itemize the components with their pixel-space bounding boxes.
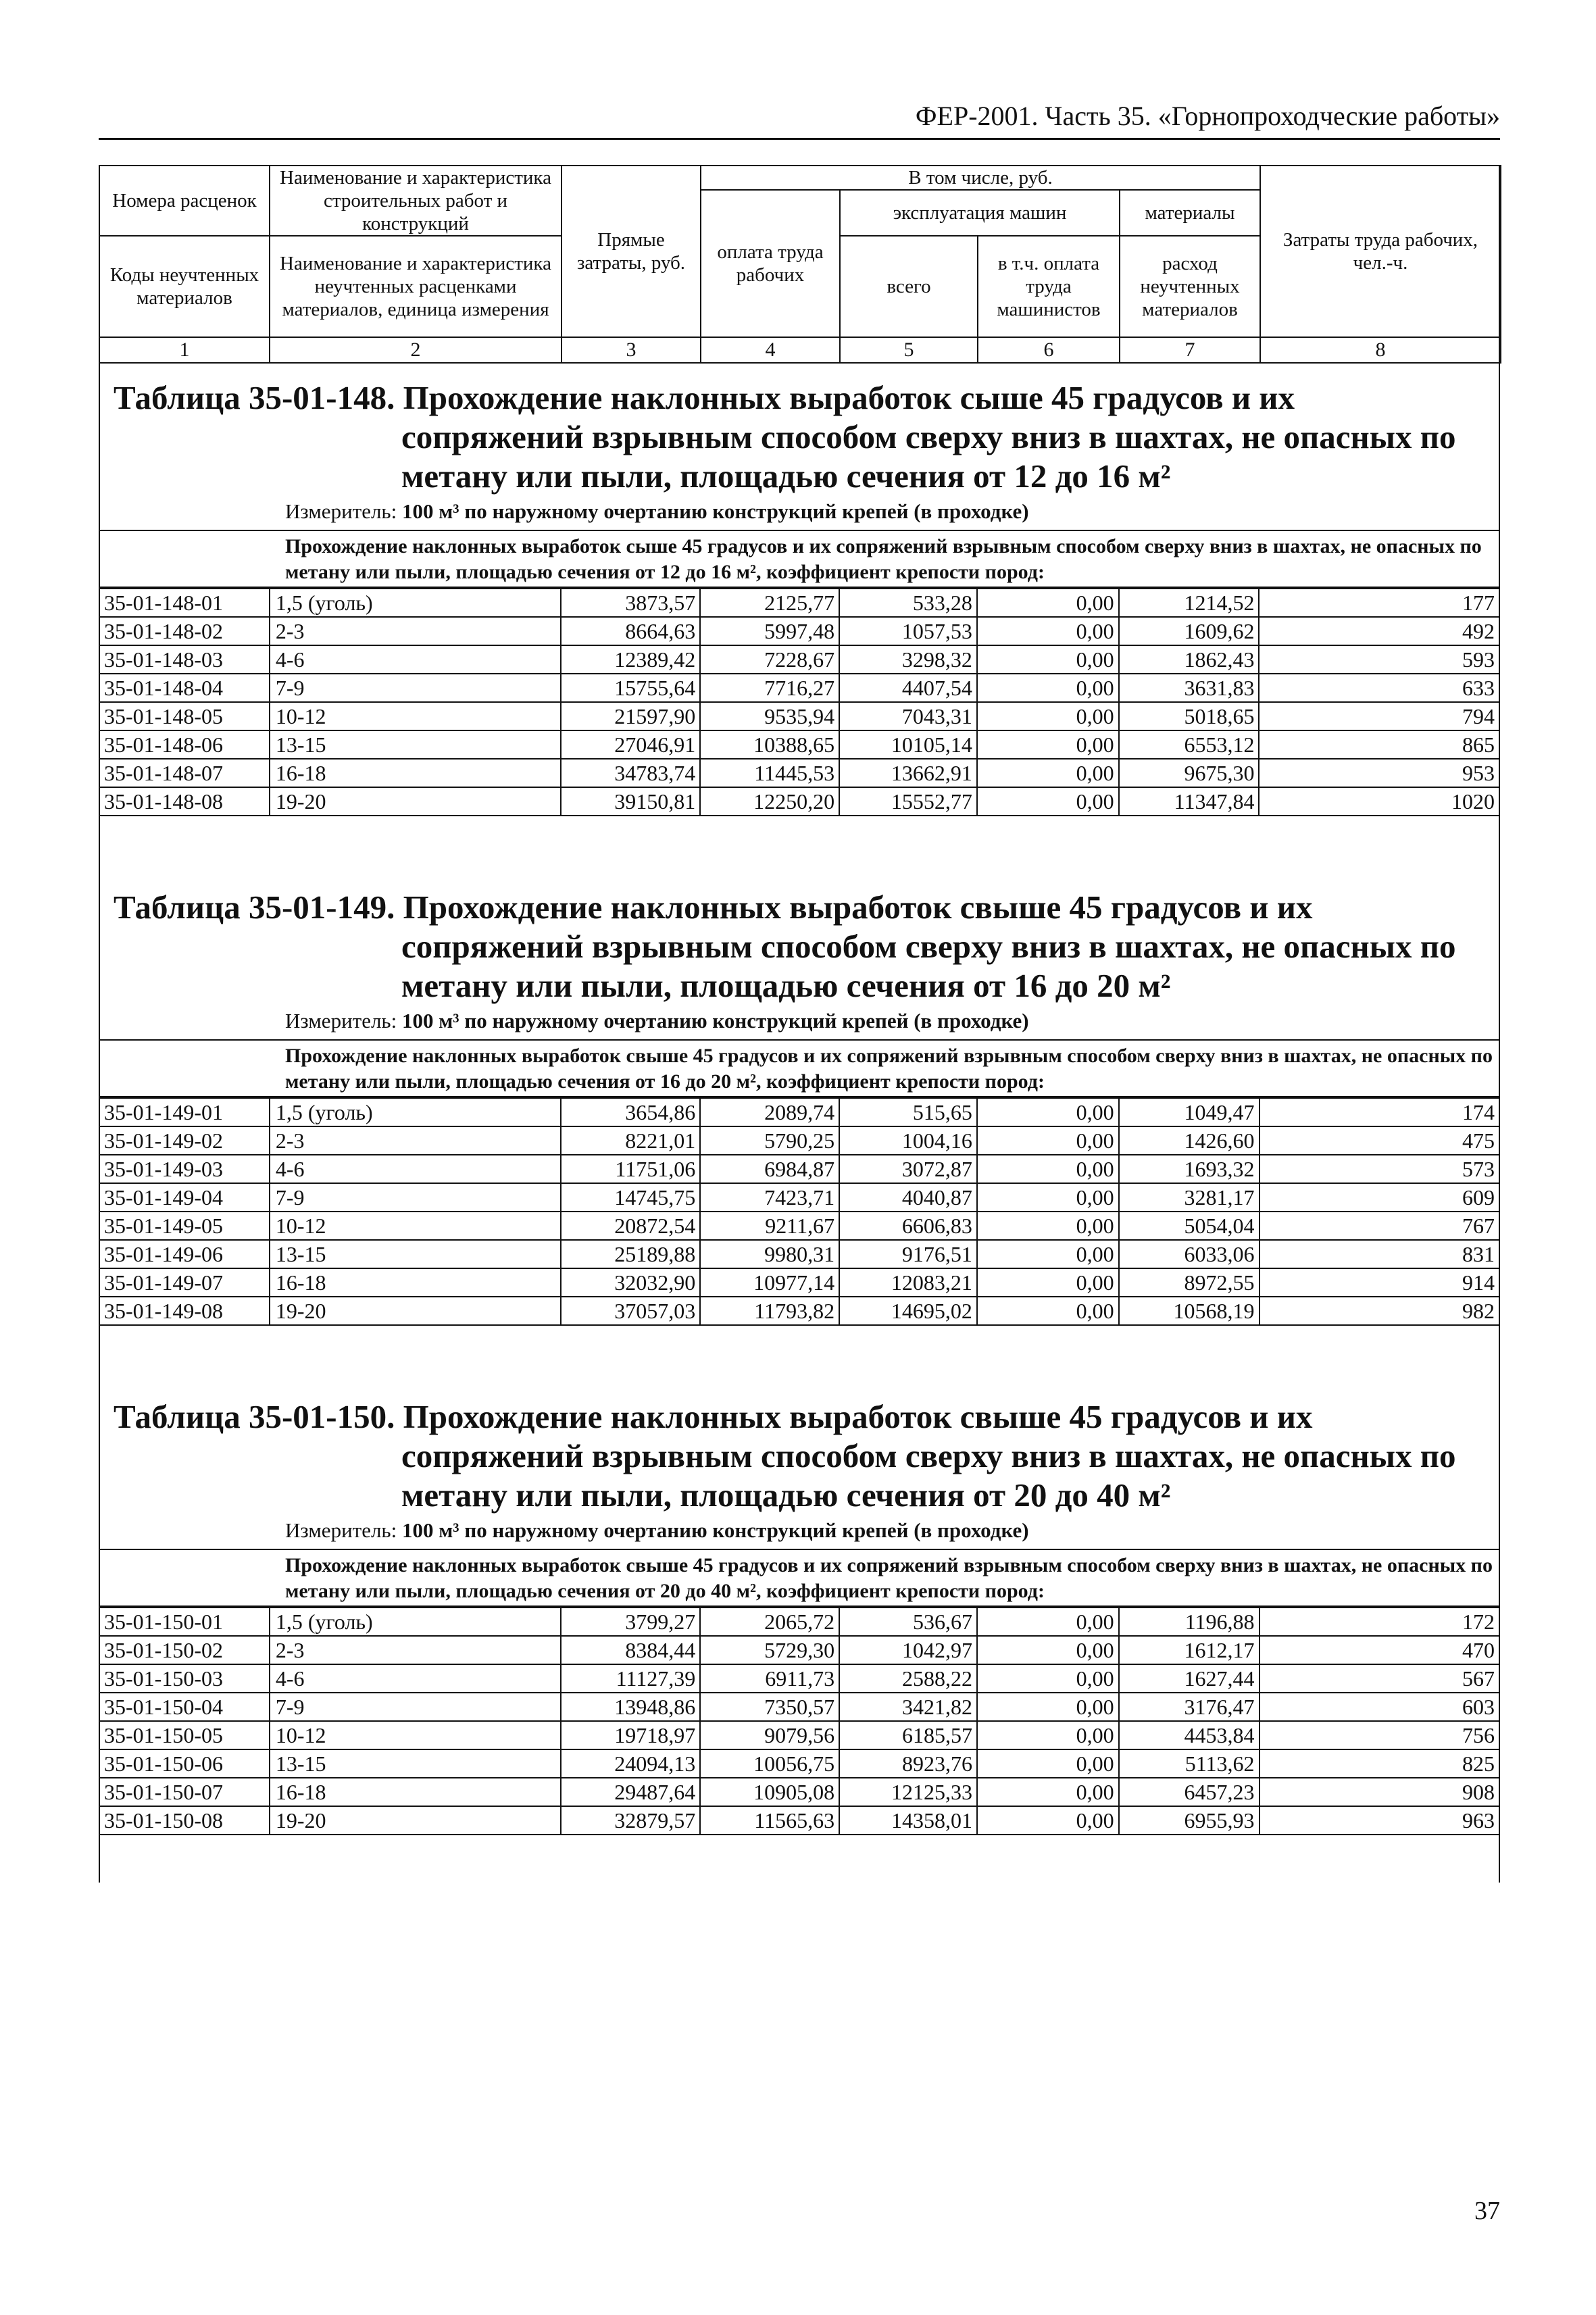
- labor-cost-cell: 756: [1260, 1721, 1500, 1749]
- rate-code-cell: 35-01-148-03: [99, 645, 270, 674]
- rock-hardness-cell: 16-18: [270, 759, 561, 787]
- labor-cost-cell: 593: [1259, 645, 1499, 674]
- header-materials: материалы: [1120, 190, 1260, 236]
- materials-cell: 3631,83: [1119, 674, 1260, 702]
- table-row: [99, 645, 1499, 674]
- machines-total-cell: 8923,76: [839, 1749, 977, 1778]
- labor-pay-cell: 11793,82: [700, 1297, 839, 1325]
- machines-total-cell: 9176,51: [839, 1240, 977, 1268]
- table-row: [99, 787, 1499, 816]
- machines-total-cell: 7043,31: [839, 702, 977, 730]
- materials-cell: 1627,44: [1119, 1664, 1260, 1693]
- rate-code-cell: 35-01-148-02: [99, 617, 270, 645]
- direct-costs-cell: 14745,75: [561, 1183, 700, 1212]
- header-machines-total: всего: [840, 236, 978, 337]
- labor-pay-cell: 2125,77: [700, 589, 839, 617]
- rate-code-cell: 35-01-149-08: [99, 1297, 270, 1325]
- machines-total-cell: 10105,14: [839, 730, 977, 759]
- measure-line: [285, 1008, 1500, 1034]
- rate-code-cell: 35-01-150-02: [99, 1636, 270, 1664]
- rates-table: [99, 588, 1500, 816]
- table-row: [99, 589, 1499, 617]
- labor-pay-cell: 10905,08: [700, 1778, 839, 1806]
- table-title: [114, 378, 1500, 496]
- rock-hardness-cell: 2-3: [270, 1636, 561, 1664]
- machines-labor-cell: 0,00: [977, 1126, 1119, 1155]
- labor-pay-cell: 5997,48: [700, 617, 839, 645]
- rate-code-cell: 35-01-149-07: [99, 1268, 270, 1297]
- table-row: [99, 1749, 1499, 1778]
- direct-costs-cell: 3799,27: [561, 1608, 700, 1636]
- machines-total-cell: 3298,32: [839, 645, 977, 674]
- machines-labor-cell: 0,00: [977, 1268, 1119, 1297]
- labor-pay-cell: 6911,73: [700, 1664, 839, 1693]
- machines-labor-cell: 0,00: [977, 645, 1119, 674]
- labor-cost-cell: 633: [1259, 674, 1499, 702]
- direct-costs-cell: 8664,63: [561, 617, 700, 645]
- labor-pay-cell: 7228,67: [700, 645, 839, 674]
- machines-labor-cell: 0,00: [977, 1778, 1119, 1806]
- labor-cost-cell: 794: [1259, 702, 1499, 730]
- header-machines-labor: в т.ч. оплата труда машинистов: [978, 236, 1120, 337]
- machines-total-cell: 4407,54: [839, 674, 977, 702]
- rock-hardness-cell: 4-6: [270, 1664, 561, 1693]
- header-machines: эксплуатация машин: [840, 190, 1120, 236]
- direct-costs-cell: 11127,39: [561, 1664, 700, 1693]
- machines-total-cell: 515,65: [839, 1098, 977, 1126]
- table-row: [99, 1721, 1499, 1749]
- table-row: [99, 1297, 1499, 1325]
- labor-pay-cell: 9535,94: [700, 702, 839, 730]
- materials-cell: 8972,55: [1119, 1268, 1260, 1297]
- table-row: [99, 1806, 1499, 1835]
- materials-cell: 11347,84: [1119, 787, 1260, 816]
- group-description: Прохождение наклонных выработок свыше 45 градусов и их сопряжений взрывным способом сверху вниз в шахтах, не опасных по метану или пыли, площадью сечения от 16 до 20 м², коэффициент крепости пород:: [99, 1039, 1500, 1097]
- materials-cell: 1612,17: [1119, 1636, 1260, 1664]
- header-unaccounted-codes: Коды неучтенных материалов: [99, 236, 270, 337]
- table-row: [99, 702, 1499, 730]
- materials-cell: 5054,04: [1119, 1212, 1260, 1240]
- table-title-line: метану или пыли, площадью сечения от 12 до 16 м²: [401, 457, 1171, 495]
- direct-costs-cell: 34783,74: [561, 759, 700, 787]
- table-title-line: сопряжений взрывным способом сверху вниз в шахтах, не опасных по: [401, 418, 1456, 455]
- labor-cost-cell: 603: [1260, 1693, 1500, 1721]
- machines-labor-cell: 0,00: [977, 1806, 1119, 1835]
- labor-pay-cell: 7423,71: [700, 1183, 839, 1212]
- measure-value: 100 м³ по наружному очертанию конструкций крепей (в проходке): [401, 1009, 1029, 1032]
- table-row: [99, 1183, 1499, 1212]
- header-labor-pay: оплата труда рабочих: [701, 190, 840, 337]
- rock-hardness-cell: 4-6: [270, 1155, 561, 1183]
- labor-cost-cell: 865: [1259, 730, 1499, 759]
- rate-code-cell: 35-01-148-04: [99, 674, 270, 702]
- rates-table: [99, 1607, 1500, 1835]
- measure-line: [285, 499, 1500, 524]
- materials-cell: 10568,19: [1119, 1297, 1260, 1325]
- column-number: 5: [840, 337, 978, 363]
- direct-costs-cell: 20872,54: [561, 1212, 700, 1240]
- labor-cost-cell: 1020: [1259, 787, 1499, 816]
- machines-labor-cell: 0,00: [977, 1183, 1119, 1212]
- machines-total-cell: 1042,97: [839, 1636, 977, 1664]
- machines-total-cell: 15552,77: [839, 787, 977, 816]
- labor-cost-cell: 908: [1260, 1778, 1500, 1806]
- direct-costs-cell: 25189,88: [561, 1240, 700, 1268]
- rate-code-cell: 35-01-148-07: [99, 759, 270, 787]
- materials-cell: 3281,17: [1119, 1183, 1260, 1212]
- labor-cost-cell: 831: [1260, 1240, 1499, 1268]
- rate-code-cell: 35-01-149-04: [99, 1183, 270, 1212]
- table-row: [99, 1098, 1499, 1126]
- rock-hardness-cell: 19-20: [270, 787, 561, 816]
- header-direct-costs: Прямые затраты, руб.: [562, 166, 701, 337]
- table-row: [99, 617, 1499, 645]
- table-row: [99, 1240, 1499, 1268]
- rate-code-cell: 35-01-148-08: [99, 787, 270, 816]
- labor-cost-cell: 573: [1260, 1155, 1499, 1183]
- labor-pay-cell: 7350,57: [700, 1693, 839, 1721]
- rock-hardness-cell: 13-15: [270, 730, 561, 759]
- rock-hardness-cell: 16-18: [270, 1268, 561, 1297]
- direct-costs-cell: 19718,97: [561, 1721, 700, 1749]
- rock-hardness-cell: 19-20: [270, 1806, 561, 1835]
- direct-costs-cell: 32879,57: [561, 1806, 700, 1835]
- machines-labor-cell: 0,00: [977, 1721, 1119, 1749]
- table-block: [99, 1397, 1500, 1835]
- machines-total-cell: 13662,91: [839, 759, 977, 787]
- measure-label: Измеритель:: [285, 1009, 397, 1032]
- machines-labor-cell: 0,00: [977, 1155, 1119, 1183]
- direct-costs-cell: 8221,01: [561, 1126, 700, 1155]
- direct-costs-cell: 32032,90: [561, 1268, 700, 1297]
- labor-cost-cell: 567: [1260, 1664, 1500, 1693]
- rock-hardness-cell: 16-18: [270, 1778, 561, 1806]
- rate-code-cell: 35-01-149-02: [99, 1126, 270, 1155]
- measure-value: 100 м³ по наружному очертанию конструкций крепей (в проходке): [401, 1518, 1029, 1542]
- column-number: 2: [270, 337, 562, 363]
- table-title-line: метану или пыли, площадью сечения от 16 до 20 м²: [401, 967, 1171, 1004]
- machines-total-cell: 12125,33: [839, 1778, 977, 1806]
- table-title-line: метану или пыли, площадью сечения от 20 до 40 м²: [401, 1476, 1171, 1514]
- machines-total-cell: 6185,57: [839, 1721, 977, 1749]
- measure-label: Измеритель:: [285, 1518, 397, 1542]
- materials-cell: 1426,60: [1119, 1126, 1260, 1155]
- labor-cost-cell: 825: [1260, 1749, 1500, 1778]
- labor-cost-cell: 177: [1259, 589, 1499, 617]
- measure-value: 100 м³ по наружному очертанию конструкций крепей (в проходке): [401, 499, 1029, 523]
- machines-labor-cell: 0,00: [977, 1693, 1119, 1721]
- table-title: [114, 888, 1500, 1005]
- machines-total-cell: 14695,02: [839, 1297, 977, 1325]
- labor-cost-cell: 492: [1259, 617, 1499, 645]
- machines-labor-cell: 0,00: [977, 730, 1119, 759]
- labor-pay-cell: 9079,56: [700, 1721, 839, 1749]
- table-row: [99, 1155, 1499, 1183]
- materials-cell: 5113,62: [1119, 1749, 1260, 1778]
- rate-code-cell: 35-01-150-07: [99, 1778, 270, 1806]
- table-row: [99, 730, 1499, 759]
- table-row: [99, 1608, 1499, 1636]
- rate-code-cell: 35-01-148-06: [99, 730, 270, 759]
- rock-hardness-cell: 13-15: [270, 1240, 561, 1268]
- machines-total-cell: 533,28: [839, 589, 977, 617]
- direct-costs-cell: 27046,91: [561, 730, 700, 759]
- labor-cost-cell: 470: [1260, 1636, 1500, 1664]
- rock-hardness-cell: 10-12: [270, 1212, 561, 1240]
- machines-total-cell: 1004,16: [839, 1126, 977, 1155]
- labor-pay-cell: 9211,67: [700, 1212, 839, 1240]
- table-row: [99, 674, 1499, 702]
- machines-labor-cell: 0,00: [977, 702, 1119, 730]
- labor-pay-cell: 10056,75: [700, 1749, 839, 1778]
- rock-hardness-cell: 10-12: [270, 1721, 561, 1749]
- header-rate-numbers: Номера расценок: [99, 166, 270, 236]
- rate-code-cell: 35-01-149-03: [99, 1155, 270, 1183]
- materials-cell: 1862,43: [1119, 645, 1260, 674]
- materials-cell: 6033,06: [1119, 1240, 1260, 1268]
- group-description: Прохождение наклонных выработок сыше 45 градусов и их сопряжений взрывным способом сверху вниз в шахтах, не опасных по метану или пыли, площадью сечения от 12 до 16 м², коэффициент крепости пород:: [99, 530, 1500, 588]
- direct-costs-cell: 11751,06: [561, 1155, 700, 1183]
- header-materials-consumption: расход неучтенных материалов: [1120, 236, 1260, 337]
- labor-cost-cell: 174: [1260, 1098, 1499, 1126]
- rock-hardness-cell: 19-20: [270, 1297, 561, 1325]
- direct-costs-cell: 37057,03: [561, 1297, 700, 1325]
- labor-pay-cell: 11565,63: [700, 1806, 839, 1835]
- rate-code-cell: 35-01-150-06: [99, 1749, 270, 1778]
- labor-pay-cell: 9980,31: [700, 1240, 839, 1268]
- rate-code-cell: 35-01-149-06: [99, 1240, 270, 1268]
- rock-hardness-cell: 1,5 (уголь): [270, 1608, 561, 1636]
- rate-code-cell: 35-01-149-05: [99, 1212, 270, 1240]
- column-number: 1: [99, 337, 270, 363]
- table-row: [99, 1212, 1499, 1240]
- direct-costs-cell: 13948,86: [561, 1693, 700, 1721]
- materials-cell: 1214,52: [1119, 589, 1260, 617]
- table-title: [114, 1397, 1500, 1515]
- rate-code-cell: 35-01-150-01: [99, 1608, 270, 1636]
- table-title-line: сопряжений взрывным способом сверху вниз в шахтах, не опасных по: [401, 928, 1456, 965]
- direct-costs-cell: 29487,64: [561, 1778, 700, 1806]
- labor-pay-cell: 7716,27: [700, 674, 839, 702]
- machines-labor-cell: 0,00: [977, 787, 1119, 816]
- rate-code-cell: 35-01-148-01: [99, 589, 270, 617]
- rate-code-cell: 35-01-150-05: [99, 1721, 270, 1749]
- rock-hardness-cell: 7-9: [270, 1693, 561, 1721]
- column-number: 7: [1120, 337, 1260, 363]
- header-unaccounted-materials: Наименование и характеристика неучтенных расценками материалов, единица измерения: [270, 236, 562, 337]
- labor-cost-cell: 963: [1260, 1806, 1500, 1835]
- rock-hardness-cell: 2-3: [270, 1126, 561, 1155]
- rock-hardness-cell: 7-9: [270, 1183, 561, 1212]
- column-header-table: [99, 165, 1501, 364]
- header-labor-cost: Затраты труда рабочих, чел.-ч.: [1260, 166, 1501, 337]
- group-description: Прохождение наклонных выработок свыше 45 градусов и их сопряжений взрывным способом сверху вниз в шахтах, не опасных по метану или пыли, площадью сечения от 20 до 40 м², коэффициент крепости пород:: [99, 1549, 1500, 1607]
- page-header: ФЕР-2001. Часть 35. «Горнопроходческие работы»: [915, 101, 1500, 131]
- column-number: 3: [562, 337, 701, 363]
- rock-hardness-cell: 13-15: [270, 1749, 561, 1778]
- machines-labor-cell: 0,00: [977, 1608, 1119, 1636]
- rock-hardness-cell: 2-3: [270, 617, 561, 645]
- rock-hardness-cell: 7-9: [270, 674, 561, 702]
- table-block: [99, 888, 1500, 1326]
- materials-cell: 4453,84: [1119, 1721, 1260, 1749]
- direct-costs-cell: 15755,64: [561, 674, 700, 702]
- labor-pay-cell: 12250,20: [700, 787, 839, 816]
- header-work-name: Наименование и характеристика строительных работ и конструкций: [270, 166, 562, 236]
- machines-labor-cell: 0,00: [977, 1212, 1119, 1240]
- column-number: 8: [1260, 337, 1501, 363]
- labor-pay-cell: 5729,30: [700, 1636, 839, 1664]
- machines-labor-cell: 0,00: [977, 617, 1119, 645]
- materials-cell: 5018,65: [1119, 702, 1260, 730]
- rock-hardness-cell: 10-12: [270, 702, 561, 730]
- page-number: 37: [1474, 2197, 1500, 2225]
- machines-total-cell: 1057,53: [839, 617, 977, 645]
- machines-total-cell: 2588,22: [839, 1664, 977, 1693]
- machines-labor-cell: 0,00: [977, 1664, 1119, 1693]
- machines-labor-cell: 0,00: [977, 759, 1119, 787]
- machines-total-cell: 14358,01: [839, 1806, 977, 1835]
- table-row: [99, 1664, 1499, 1693]
- direct-costs-cell: 39150,81: [561, 787, 700, 816]
- column-number: 4: [701, 337, 840, 363]
- labor-pay-cell: 6984,87: [700, 1155, 839, 1183]
- labor-pay-cell: 2065,72: [700, 1608, 839, 1636]
- labor-pay-cell: 11445,53: [700, 759, 839, 787]
- labor-cost-cell: 609: [1260, 1183, 1499, 1212]
- labor-cost-cell: 172: [1260, 1608, 1500, 1636]
- column-number: 6: [978, 337, 1120, 363]
- labor-cost-cell: 982: [1260, 1297, 1499, 1325]
- direct-costs-cell: 24094,13: [561, 1749, 700, 1778]
- measure-line: [285, 1518, 1500, 1543]
- measure-label: Измеритель:: [285, 499, 397, 523]
- table-block: [99, 378, 1500, 816]
- rate-code-cell: 35-01-150-03: [99, 1664, 270, 1693]
- materials-cell: 1049,47: [1119, 1098, 1260, 1126]
- materials-cell: 1196,88: [1119, 1608, 1260, 1636]
- machines-total-cell: 6606,83: [839, 1212, 977, 1240]
- rate-code-cell: 35-01-149-01: [99, 1098, 270, 1126]
- direct-costs-cell: 21597,90: [561, 702, 700, 730]
- direct-costs-cell: 3873,57: [561, 589, 700, 617]
- header-including: В том числе, руб.: [701, 166, 1260, 190]
- machines-total-cell: 4040,87: [839, 1183, 977, 1212]
- materials-cell: 1609,62: [1119, 617, 1260, 645]
- rate-code-cell: 35-01-150-04: [99, 1693, 270, 1721]
- materials-cell: 3176,47: [1119, 1693, 1260, 1721]
- labor-cost-cell: 767: [1260, 1212, 1499, 1240]
- rock-hardness-cell: 1,5 (уголь): [270, 1098, 561, 1126]
- rates-table: [99, 1097, 1500, 1326]
- labor-pay-cell: 10388,65: [700, 730, 839, 759]
- machines-labor-cell: 0,00: [977, 1636, 1119, 1664]
- table-title-line: сопряжений взрывным способом сверху вниз в шахтах, не опасных по: [401, 1437, 1456, 1474]
- machines-labor-cell: 0,00: [977, 674, 1119, 702]
- table-row: [99, 1636, 1499, 1664]
- machines-labor-cell: 0,00: [977, 1240, 1119, 1268]
- rate-code-cell: 35-01-150-08: [99, 1806, 270, 1835]
- rock-hardness-cell: 4-6: [270, 645, 561, 674]
- table-row: [99, 1268, 1499, 1297]
- labor-cost-cell: 475: [1260, 1126, 1499, 1155]
- rock-hardness-cell: 1,5 (уголь): [270, 589, 561, 617]
- machines-labor-cell: 0,00: [977, 1098, 1119, 1126]
- labor-cost-cell: 953: [1259, 759, 1499, 787]
- table-title-line: Таблица 35-01-149. Прохождение наклонных выработок свыше 45 градусов и их: [114, 889, 1313, 926]
- table-row: [99, 1126, 1499, 1155]
- labor-cost-cell: 914: [1260, 1268, 1499, 1297]
- rate-code-cell: 35-01-148-05: [99, 702, 270, 730]
- labor-pay-cell: 10977,14: [700, 1268, 839, 1297]
- machines-total-cell: 3072,87: [839, 1155, 977, 1183]
- materials-cell: 6955,93: [1119, 1806, 1260, 1835]
- table-title-line: Таблица 35-01-148. Прохождение наклонных выработок сыше 45 градусов и их: [114, 379, 1295, 416]
- materials-cell: 6553,12: [1119, 730, 1260, 759]
- machines-labor-cell: 0,00: [977, 1297, 1119, 1325]
- direct-costs-cell: 3654,86: [561, 1098, 700, 1126]
- machines-labor-cell: 0,00: [977, 589, 1119, 617]
- machines-labor-cell: 0,00: [977, 1749, 1119, 1778]
- table-row: [99, 1778, 1499, 1806]
- direct-costs-cell: 12389,42: [561, 645, 700, 674]
- labor-pay-cell: 2089,74: [700, 1098, 839, 1126]
- table-row: [99, 759, 1499, 787]
- header-rule: [99, 138, 1500, 140]
- table-title-line: Таблица 35-01-150. Прохождение наклонных выработок свыше 45 градусов и их: [114, 1398, 1313, 1435]
- machines-total-cell: 536,67: [839, 1608, 977, 1636]
- labor-pay-cell: 5790,25: [700, 1126, 839, 1155]
- direct-costs-cell: 8384,44: [561, 1636, 700, 1664]
- machines-total-cell: 3421,82: [839, 1693, 977, 1721]
- table-row: [99, 1693, 1499, 1721]
- machines-total-cell: 12083,21: [839, 1268, 977, 1297]
- materials-cell: 1693,32: [1119, 1155, 1260, 1183]
- materials-cell: 9675,30: [1119, 759, 1260, 787]
- materials-cell: 6457,23: [1119, 1778, 1260, 1806]
